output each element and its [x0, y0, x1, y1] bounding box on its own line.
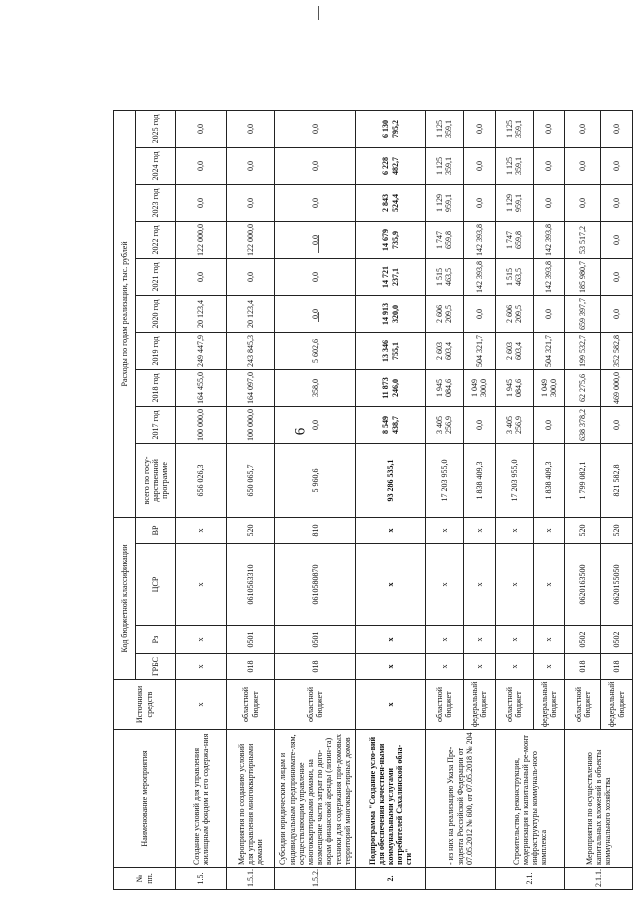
- row-year-value: 14 913 320,0: [356, 295, 426, 332]
- row-year-value: 1 125 359,1: [495, 147, 533, 184]
- table-row: [226, 110, 275, 889]
- row-year-value: 164 455,0: [176, 369, 227, 406]
- table-row: [275, 110, 356, 889]
- row-name: Субсидии юридическим лицам и индивидуальным предпринимате-лям, осуществляющим управление многоквартирными домами, на возмещение части затрат по дого-ворам финансовой аренды (лизин-га) техники для содержания при-домовых территорий многоквар-тирных домов: [275, 730, 356, 868]
- row-year-value: 0,0: [463, 147, 495, 184]
- row-vr: х: [495, 517, 533, 543]
- row-year-value: 1 049 300,0: [463, 369, 495, 406]
- table-row: [356, 110, 426, 889]
- row-year-value: 0,0: [533, 147, 565, 184]
- row-year-value: 142 393,8: [463, 221, 495, 258]
- row-csr: х: [533, 544, 565, 626]
- row-year-value: 0,0: [601, 406, 633, 443]
- row-year-value: 0,0: [533, 184, 565, 221]
- row-grbs: 018: [275, 654, 356, 680]
- row-year-value: 0,0: [275, 406, 356, 443]
- row-year-value: 6 228 482,7: [356, 147, 426, 184]
- row-year-value: 0,0: [463, 295, 495, 332]
- row-year-value: 2 603 603,4: [425, 332, 463, 369]
- row-source: федеральный бюджет: [601, 680, 633, 730]
- row-csr: х: [176, 544, 227, 626]
- header-year: 2022 год: [136, 221, 176, 258]
- row-vr: х: [356, 517, 426, 543]
- row-year-value: 1 945 084,6: [425, 369, 463, 406]
- row-year-value: 0,0: [176, 147, 227, 184]
- row-year-value: 352 582,8: [601, 332, 633, 369]
- row-year-value: 0,0: [176, 184, 227, 221]
- row-rz: х: [425, 626, 463, 654]
- row-year-value: 53 517,2: [565, 221, 601, 258]
- row-total: 1 799 082,1: [565, 443, 601, 517]
- header-csr: ЦСР: [136, 544, 176, 626]
- row-year-value: 0,0: [226, 184, 275, 221]
- budget-table: [113, 110, 633, 890]
- table-row: [176, 110, 227, 889]
- row-rz: 0501: [226, 626, 275, 654]
- row-number: 1.5.2.: [275, 868, 356, 890]
- row-year-value: 11 873 246,0: [356, 369, 426, 406]
- header-year: 2018 год: [136, 369, 176, 406]
- header-num: № пп.: [114, 868, 176, 890]
- row-vr: х: [533, 517, 565, 543]
- row-number: 2.1.: [495, 868, 565, 890]
- row-year-value: 0,0: [601, 221, 633, 258]
- row-year-value: 659 397,7: [565, 295, 601, 332]
- header-source: Источники средств: [114, 680, 176, 730]
- row-grbs: х: [495, 654, 533, 680]
- row-total: 821 582,8: [601, 443, 633, 517]
- row-year-value: 1 515 463,5: [495, 258, 533, 295]
- row-year-value: 6 130 795,2: [356, 110, 426, 147]
- row-year-value: 0,0: [275, 110, 356, 147]
- row-grbs: 018: [601, 654, 633, 680]
- row-vr: х: [425, 517, 463, 543]
- row-year-value: 0,0: [463, 110, 495, 147]
- row-year-value: 14 721 237,1: [356, 258, 426, 295]
- row-grbs: х: [533, 654, 565, 680]
- row-csr: 0620163500: [565, 544, 601, 626]
- row-total: 656 026,3: [176, 443, 227, 517]
- row-year-value: 504 321,7: [533, 332, 565, 369]
- row-number: 1.5.1.: [226, 868, 275, 890]
- row-name: Мероприятия по осуществлению капитальных вложений в объекты коммунального хозяйства: [565, 730, 633, 868]
- row-csr: 0610563310: [226, 544, 275, 626]
- row-year-value: 185 980,7: [565, 258, 601, 295]
- row-year-value: 0,0: [533, 295, 565, 332]
- row-source: областной бюджет: [565, 680, 601, 730]
- row-number: 2.: [356, 868, 426, 890]
- page-number: 6: [292, 427, 309, 436]
- row-rz: х: [356, 626, 426, 654]
- header-year: 2024 год: [136, 147, 176, 184]
- row-csr: х: [463, 544, 495, 626]
- row-year-value: 2 843 524,4: [356, 184, 426, 221]
- row-name: - из них на реализацию Указа Пре-зидента Российской Федерации от 07.05.2012 № 600, от 07.05.2018 № 204: [425, 730, 495, 868]
- header-code-group: Код бюджетной классификации: [114, 517, 136, 679]
- row-rz: х: [176, 626, 227, 654]
- row-year-value: 0,0: [565, 110, 601, 147]
- row-year-value: 13 346 755,1: [356, 332, 426, 369]
- row-year-value: 249 447,9: [176, 332, 227, 369]
- row-vr: 520: [601, 517, 633, 543]
- row-total: 5 960,6: [275, 443, 356, 517]
- row-rz: 0502: [601, 626, 633, 654]
- row-year-value: 142 393,8: [533, 221, 565, 258]
- header-expenses-group: Расходы по годам реализации, тыс. рублей: [114, 110, 136, 517]
- header-vr: ВР: [136, 517, 176, 543]
- row-year-value: 1 049 300,0: [533, 369, 565, 406]
- row-year-value: 0,0: [601, 258, 633, 295]
- row-year-value: 1 129 959,1: [425, 184, 463, 221]
- row-total: 17 203 955,0: [495, 443, 533, 517]
- row-year-value: 14 679 735,9: [356, 221, 426, 258]
- row-year-value: 1 747 659,8: [495, 221, 533, 258]
- row-total: 93 286 535,1: [356, 443, 426, 517]
- row-year-value: 142 393,8: [463, 258, 495, 295]
- row-year-value: 142 393,8: [533, 258, 565, 295]
- row-year-value: 0,0: [533, 406, 565, 443]
- row-rz: х: [533, 626, 565, 654]
- table-row: [565, 110, 601, 889]
- row-year-value: 100 000,0: [176, 406, 227, 443]
- row-year-value: 100 000,0: [226, 406, 275, 443]
- row-year-value: 1 125 359,1: [425, 147, 463, 184]
- row-name: Строительство, реконструкция, модернизация и капитальный ре-монт инфраструктуры коммуналь-ного комплекса: [495, 730, 565, 868]
- header-year: 2023 год: [136, 184, 176, 221]
- row-year-value: 358,0: [275, 369, 356, 406]
- row-year-value: 0,0: [275, 221, 356, 258]
- row-grbs: х: [463, 654, 495, 680]
- row-year-value: 20 123,4: [226, 295, 275, 332]
- row-year-value: 8 549 438,7: [356, 406, 426, 443]
- row-name: Мероприятия по созданию условий для управления многоквартирными домами: [226, 730, 275, 868]
- row-year-value: 0,0: [275, 258, 356, 295]
- row-year-value: 0,0: [226, 258, 275, 295]
- row-total: 17 203 955,0: [425, 443, 463, 517]
- scan-mark: [318, 6, 319, 20]
- row-year-value: 243 845,3: [226, 332, 275, 369]
- row-year-value: 469 000,0: [601, 369, 633, 406]
- row-year-value: 2 603 603,4: [495, 332, 533, 369]
- row-source: х: [176, 680, 227, 730]
- row-year-value: 0,0: [463, 406, 495, 443]
- header-year: 2025 год: [136, 110, 176, 147]
- row-rz: 0502: [565, 626, 601, 654]
- row-csr: х: [356, 544, 426, 626]
- header-total: всего по госу-дарственной программе: [136, 443, 176, 517]
- row-vr: х: [463, 517, 495, 543]
- row-name: Подпрограмма "Создание усло-вий для обеспечения качествен-ными коммунальными услугами потребителей Сахалинской обла-сти": [356, 730, 426, 868]
- row-source: федеральный бюджет: [533, 680, 565, 730]
- row-rz: х: [495, 626, 533, 654]
- row-source: федеральный бюджет: [463, 680, 495, 730]
- row-source: областной бюджет: [425, 680, 463, 730]
- row-grbs: х: [356, 654, 426, 680]
- row-year-value: 504 321,7: [463, 332, 495, 369]
- row-year-value: 2 606 209,5: [425, 295, 463, 332]
- row-year-value: 0,0: [176, 110, 227, 147]
- rotated-page: [113, 110, 633, 890]
- row-year-value: 0,0: [601, 184, 633, 221]
- row-year-value: 0,0: [601, 147, 633, 184]
- row-grbs: 018: [565, 654, 601, 680]
- row-year-value: 3 405 256,9: [425, 406, 463, 443]
- row-year-value: 122 000,0: [226, 221, 275, 258]
- row-total: 1 838 409,3: [463, 443, 495, 517]
- row-year-value: 0,0: [275, 147, 356, 184]
- row-year-value: 0,0: [565, 147, 601, 184]
- header-year: 2017 год: [136, 406, 176, 443]
- row-year-value: 0,0: [226, 147, 275, 184]
- row-grbs: х: [425, 654, 463, 680]
- header-name: Наименование мероприятия: [114, 730, 176, 868]
- row-year-value: 1 125 359,1: [425, 110, 463, 147]
- row-rz: 0501: [275, 626, 356, 654]
- row-csr: 0620155050: [601, 544, 633, 626]
- row-grbs: х: [176, 654, 227, 680]
- row-year-value: 199 532,7: [565, 332, 601, 369]
- row-name: Создание условий для управления жилищным фондом и его содержа-ния: [176, 730, 227, 868]
- row-source: областной бюджет: [495, 680, 533, 730]
- table-row: [425, 110, 463, 889]
- header-rz: Рз: [136, 626, 176, 654]
- row-number: [425, 868, 495, 890]
- row-vr: 810: [275, 517, 356, 543]
- row-year-value: 2 606 209,5: [495, 295, 533, 332]
- row-year-value: 62 275,6: [565, 369, 601, 406]
- row-year-value: 1 747 659,8: [425, 221, 463, 258]
- row-year-value: 1 515 463,5: [425, 258, 463, 295]
- row-number: 2.1.1.: [565, 868, 633, 890]
- row-rz: х: [463, 626, 495, 654]
- row-total: 1 838 409,3: [533, 443, 565, 517]
- row-vr: 520: [226, 517, 275, 543]
- row-year-value: 638 378,2: [565, 406, 601, 443]
- row-csr: х: [425, 544, 463, 626]
- row-year-value: 1 125 359,1: [495, 110, 533, 147]
- row-year-value: 3 405 256,9: [495, 406, 533, 443]
- row-vr: 520: [565, 517, 601, 543]
- row-year-value: 1 945 084,6: [495, 369, 533, 406]
- row-year-value: 0,0: [463, 184, 495, 221]
- row-source: х: [356, 680, 426, 730]
- row-source: областной бюджет: [226, 680, 275, 730]
- row-vr: х: [176, 517, 227, 543]
- header-grbs: ГРБС: [136, 654, 176, 680]
- row-year-value: 0,0: [176, 258, 227, 295]
- row-year-value: 0,0: [601, 295, 633, 332]
- row-year-value: 164 097,0: [226, 369, 275, 406]
- row-year-value: 0,0: [275, 184, 356, 221]
- table-row: [495, 110, 533, 889]
- row-year-value: 5 602,6: [275, 332, 356, 369]
- row-year-value: 0,0: [601, 110, 633, 147]
- row-source: областной бюджет: [275, 680, 356, 730]
- row-grbs: 018: [226, 654, 275, 680]
- header-year: 2020 год: [136, 295, 176, 332]
- header-year: 2019 год: [136, 332, 176, 369]
- row-csr: 0610580870: [275, 544, 356, 626]
- row-year-value: 1 129 959,1: [495, 184, 533, 221]
- row-year-value: 0,0: [226, 110, 275, 147]
- row-year-value: 0,0: [533, 110, 565, 147]
- row-year-value: 0,0: [275, 295, 356, 332]
- row-total: 650 065,7: [226, 443, 275, 517]
- header-year: 2021 год: [136, 258, 176, 295]
- row-year-value: 20 123,4: [176, 295, 227, 332]
- row-number: 1.5.: [176, 868, 227, 890]
- row-year-value: 0,0: [565, 184, 601, 221]
- row-year-value: 122 000,0: [176, 221, 227, 258]
- row-csr: х: [495, 544, 533, 626]
